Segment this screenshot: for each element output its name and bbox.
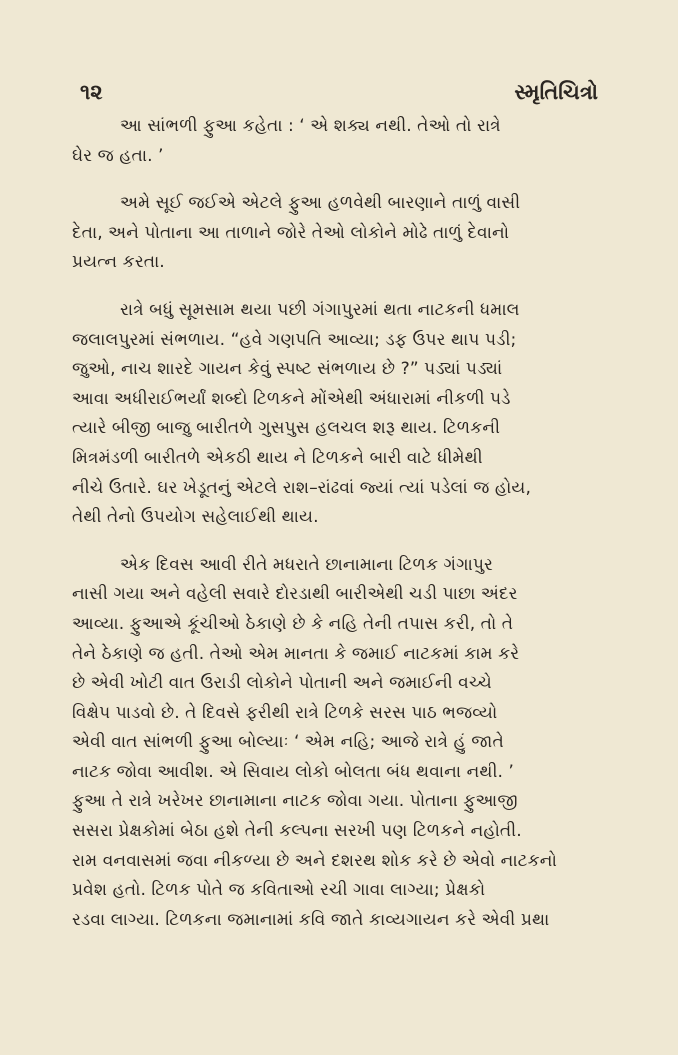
text-line: દેતા, અને પોતાના આ તાળાને જોરે તેઓ લોકોને મોઢે તાળું દેવાનો bbox=[72, 222, 510, 243]
text-line: એવી વાત સાંભળી ફુઆ બોલ્યાઃ ‘ એમ નહિ; આજે રાત્રે હું જાતે bbox=[72, 732, 504, 753]
text-line: ત્યારે બીજી બાજુ બારીતળે ગુસપુસ હલચલ શરૂ થાય. ટિળકની bbox=[72, 418, 501, 439]
text-line: ફુઆ તે રાત્રે ખરેખર છાનામાના નાટક જોવા ગયા. પોતાના ફુઆજી bbox=[72, 791, 518, 812]
text-line: આવા અધીરાઈભર્યાં શબ્દો ટિળકને મોંએથી અંધારામાં નીકળી પડે bbox=[72, 388, 511, 409]
text-line: છે એવી ખોટી વાત ઉરાડી લોકોને પોતાની અને જમાઈની વચ્ચે bbox=[72, 673, 492, 694]
text-line: એક દિવસ આવી રીતે મધરાતે છાનામાના ટિળક ગંગાપુર bbox=[120, 554, 493, 575]
text-line: રાત્રે બધું સૂમસામ થયા પછી ગંગાપુરમાં થતા નાટકની ધમાલ bbox=[120, 299, 520, 320]
paragraph-1 bbox=[72, 112, 612, 171]
text-line: તેથી તેનો ઉપયોગ સહેલાઈથી થાય. bbox=[72, 507, 319, 528]
paragraph-3 bbox=[72, 296, 612, 533]
text-line: મિત્રમંડળી બારીતળે એકઠી થાય ને ટિળકને બારી વાટે ધીમેથી bbox=[72, 447, 483, 468]
paragraph-2 bbox=[72, 189, 612, 278]
text-line: રામ વનવાસમાં જવા નીકળ્યા છે અને દશરથ શોક કરે છે એવો નાટકનો bbox=[72, 850, 557, 871]
text-line: તેને ઠેકાણે જ હતી. તેઓ એમ માનતા કે જમાઈ નાટકમાં કામ કરે bbox=[72, 643, 520, 664]
text-line: પ્રયત્ન કરતા. bbox=[72, 252, 165, 273]
running-title: સ્મૃતિચિત્રો bbox=[514, 80, 598, 104]
text-line: આ સાંભળી ફુઆ કહેતા : ‘ એ શક્ય નથી. તેઓ તો રાત્રે bbox=[120, 116, 501, 136]
text-line: વિક્ષેપ પાડવો છે. તે દિવસે ફરીથી રાત્રે ટિળકે સરસ પાઠ ભજવ્યો bbox=[72, 702, 498, 723]
text-line: સસરા પ્રેક્ષકોમાં બેઠા હશે તેની કલ્પના સરખી પણ ટિળકને નહોતી. bbox=[72, 821, 522, 842]
page-number: ૧૨ bbox=[80, 80, 103, 104]
text-line: નાસી ગયા અને વહેલી સવારે દોરડાથી બારીએથી ચડી પાછા અંદર bbox=[72, 584, 518, 605]
text-line: જુઓ, નાચ શારદે ગાયન કેવું સ્પષ્ટ સંભળાય છે ?” પડ્યાં પડ્યાં bbox=[72, 359, 503, 380]
body-text bbox=[72, 112, 612, 953]
text-line: અમે સૂઈ જઈએ એટલે ફુઆ હળવેથી બારણાને તાળું વાસી bbox=[120, 193, 521, 214]
text-line: આવ્યા. ફુઆએ કૂંચીઓ ઠેકાણે છે કે નહિ તેની તપાસ કરી, તો તે bbox=[72, 613, 514, 634]
text-line: નાટક જોવા આવીશ. એ સિવાય લોકો બોલતા બંધ થવાના નથી. ’ bbox=[72, 761, 514, 782]
paragraph-4 bbox=[72, 551, 612, 936]
text-line: જલાલપુરમાં સંભળાય. “હવે ગણપતિ આવ્યા; ડફ ઉપર થાપ પડી; bbox=[72, 329, 517, 350]
text-line: નીચે ઉતારે. ઘર ખેડૂતનું એટલે રાશ–રાંઢવાં જ્યાં ત્યાં પડેલાં જ હોય, bbox=[72, 477, 531, 498]
text-line: રડવા લાગ્યા. ટિળકના જમાનામાં કવિ જાતે કાવ્યગાયન કરે એવી પ્રથા bbox=[72, 909, 550, 930]
text-line: પ્રવેશ હતો. ટિળક પોતે જ કવિતાઓ રચી ગાવા લાગ્યા; પ્રેક્ષકો bbox=[72, 880, 486, 901]
text-line: ઘેર જ હતા. ’ bbox=[72, 145, 164, 166]
